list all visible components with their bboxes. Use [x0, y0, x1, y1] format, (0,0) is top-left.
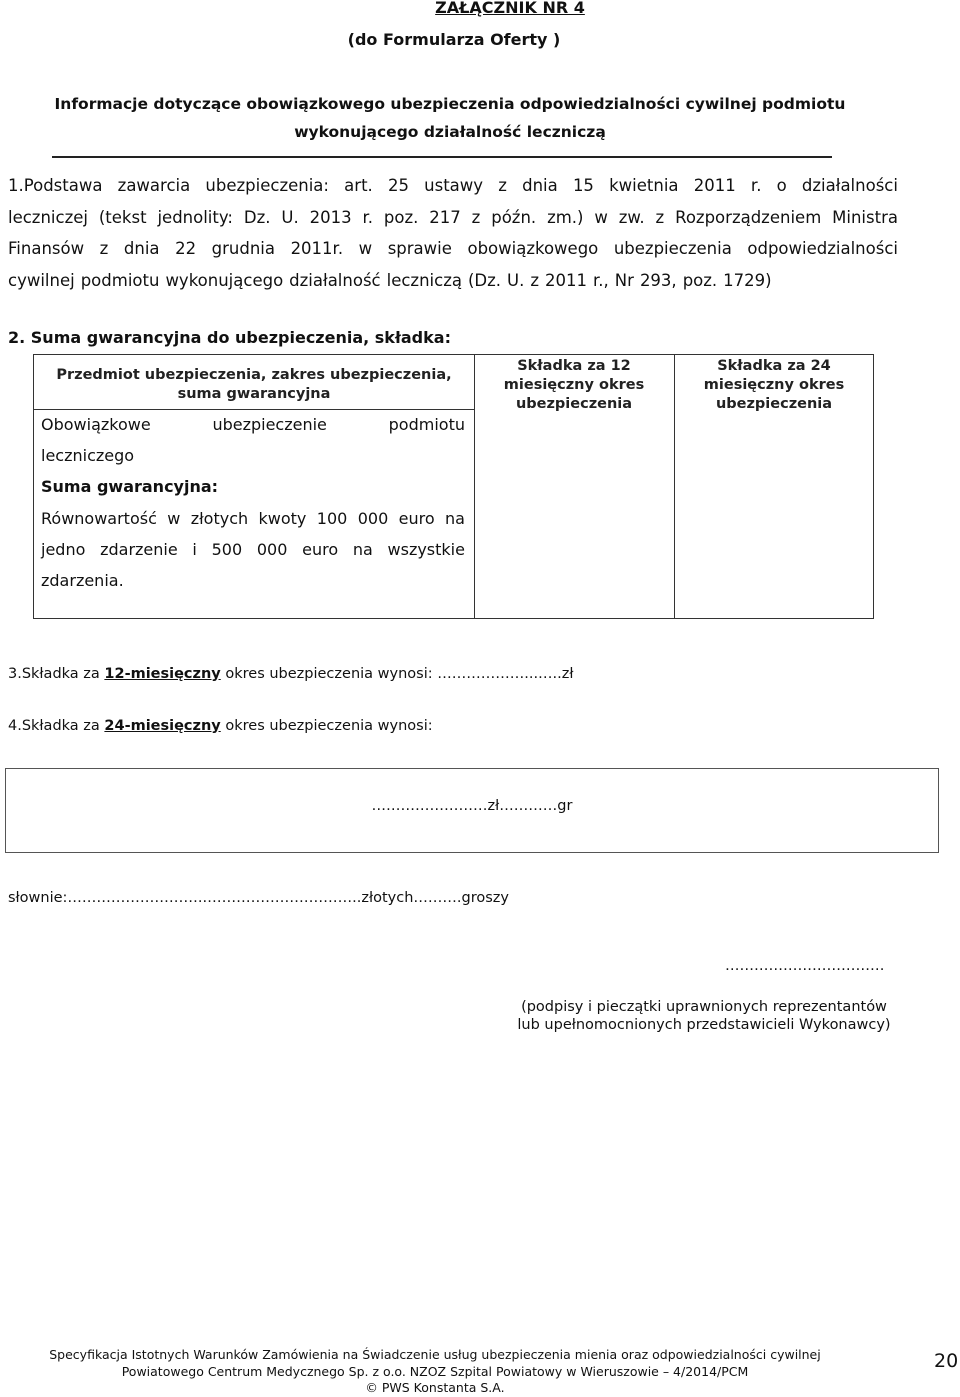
word: poz. [682, 270, 718, 290]
word: Równowartość [41, 508, 157, 528]
word: 15 [572, 176, 594, 195]
word: (tekst [98, 207, 147, 227]
premium-24-term: 24-miesięczny [104, 718, 221, 734]
word: poz. [383, 207, 419, 227]
word: 293, [639, 270, 677, 290]
subject-column-header: Przedmiot ubezpieczenia, zakres ubezpieczenia, suma gwarancyjna [56, 367, 452, 402]
subject-line [41, 503, 465, 534]
word: 2011 [545, 270, 588, 290]
footer-line-2: Powiatowego Centrum Medycznego Sp. z o.o. NZOZ Szpital Powiatowy w Wieruszowie – 4/2014/PCM [121, 1363, 749, 1379]
word: wykonującego [165, 270, 284, 290]
word: euro [398, 508, 435, 528]
subject-column [34, 355, 475, 618]
word: Finansów [8, 239, 85, 258]
word: cywilnej [8, 270, 75, 290]
info-title-line-2: wykonującego działalność leczniczą [294, 123, 606, 141]
section-2-title: 2. Suma gwarancyjna do ubezpieczenia, składka: [8, 328, 451, 347]
premium-24-header: Składka za 24 miesięczny okres ubezpieczenia [703, 358, 845, 412]
amount-box [5, 768, 939, 853]
word: 500 [211, 539, 243, 559]
signature-caption [498, 998, 910, 1034]
word: Rozporządzeniem [675, 207, 822, 227]
annex-subtitle: (do Formularza Oferty ) [347, 30, 561, 49]
word: z [530, 270, 540, 290]
word: w [594, 207, 608, 227]
word: jedno [41, 539, 86, 559]
insurance-table [33, 354, 874, 619]
section-1-line [8, 265, 898, 297]
subject-line [41, 534, 465, 565]
word: i [192, 539, 197, 559]
word: wszystkie [387, 539, 465, 559]
page-footer [0, 1347, 870, 1397]
premium-24-prefix: 4.Składka za [8, 718, 105, 734]
subject-line: leczniczego [41, 446, 135, 466]
signature-dots: …………………………… [725, 958, 885, 974]
subject-line [41, 409, 465, 440]
section-1-line [8, 202, 898, 234]
word: ubezpieczenia: [205, 176, 329, 195]
word: dnia [123, 239, 160, 258]
premium-12-prefix: 3.Składka za [8, 666, 105, 682]
word: sprawie [387, 239, 452, 258]
section-1-line [8, 170, 898, 202]
word: ustawy [424, 176, 484, 195]
amount-in-words: słownie:………………………..…………………………..złotych……….groszy [8, 890, 509, 906]
word: 1.Podstawa [8, 176, 103, 195]
word: na [352, 539, 373, 559]
premium-12-column [474, 355, 675, 618]
word: zdarzenie [100, 539, 178, 559]
word: U. [507, 270, 525, 290]
info-title-line-1: Informacje dotyczące obowiązkowego ubezpieczenia odpowiedzialności cywilnej podmiotu [54, 95, 846, 113]
word: w [358, 239, 373, 258]
word: z [655, 207, 665, 227]
signature-caption-line-2: lub upełnomocnionych przedstawicieli Wykonawcy) [517, 1017, 891, 1033]
premium-12-suffix: okres ubezpieczenia wynosi: ………………...…..zł [220, 666, 574, 682]
word: 2011 [693, 176, 736, 195]
word: 217 [429, 207, 461, 227]
word: działalności [801, 176, 898, 195]
word: kwietnia [609, 176, 679, 195]
word: 100 [316, 508, 348, 528]
premium-12-term: 12-miesięczny [104, 666, 221, 682]
word: jednolity: [157, 207, 233, 227]
signature-caption-line-1: (podpisy i pieczątki uprawnionych reprezentantów [521, 999, 887, 1015]
premium-24-line [8, 718, 433, 734]
footer-copyright: © PWS Konstanta S.A. [365, 1380, 505, 1395]
word: podmiotu [388, 415, 465, 434]
subject-line: zdarzenia. [41, 571, 124, 591]
section-1-line [8, 233, 898, 265]
word: r. [362, 207, 374, 227]
word: r. [750, 176, 762, 195]
word: grudnia [211, 239, 275, 258]
word: złotych [190, 508, 249, 528]
sum-insured-label: Suma gwarancyjna: [41, 477, 219, 497]
word: Ministra [832, 207, 898, 227]
word: leczniczej [8, 207, 88, 227]
word: 000 [357, 508, 389, 528]
amount-placeholder: ……………………zł…………gr [371, 798, 573, 814]
word: ubezpieczenia [613, 239, 732, 258]
annex-title: ZAŁĄCZNIK NR 4 [435, 0, 585, 17]
word: z [471, 207, 481, 227]
word: 000 [256, 539, 288, 559]
word: dnia [522, 176, 558, 195]
word: w [167, 508, 181, 528]
word: zawarcia [117, 176, 191, 195]
word: 2011r. [290, 239, 344, 258]
word: art. [344, 176, 373, 195]
word: działalność [289, 270, 381, 290]
info-title [0, 90, 900, 146]
word: Dz. [243, 207, 271, 227]
word: Nr [614, 270, 634, 290]
title-divider [52, 156, 832, 158]
subject-description [41, 409, 465, 596]
word: 2013 [309, 207, 352, 227]
word: z [498, 176, 507, 195]
section-1-legal-basis [8, 170, 898, 296]
word: z [99, 239, 109, 258]
word: (Dz. [467, 270, 502, 290]
footer-line-1: Specyfikacja Istotnych Warunków Zamówienia na Świadczenie usług ubezpieczenia mienia oraz odpowiedzialności cywilnej [49, 1347, 821, 1362]
word: obowiązkowego [467, 239, 599, 258]
premium-24-suffix: okres ubezpieczenia wynosi: [220, 718, 433, 734]
word: zw. [618, 207, 645, 227]
word: odpowiedzialności [747, 239, 898, 258]
word: podmiotu [80, 270, 160, 290]
word: 1729) [723, 270, 772, 290]
page-number: 20 [934, 1350, 959, 1372]
word: kwoty [258, 508, 307, 528]
word: 25 [387, 176, 409, 195]
premium-24-column [675, 355, 873, 618]
word: późn. [491, 207, 537, 227]
word: leczniczą [386, 270, 462, 290]
word: na [445, 508, 465, 528]
word: zm.) [547, 207, 584, 227]
word: o [776, 176, 787, 195]
word: ubezpieczenie [212, 415, 327, 434]
premium-12-header: Składka za 12 miesięczny okres ubezpieczenia [503, 358, 645, 412]
word: r., [593, 270, 609, 290]
premium-12-line [8, 666, 574, 682]
word: 22 [175, 239, 197, 258]
word: U. [281, 207, 299, 227]
word: Obowiązkowe [41, 415, 151, 434]
word: euro [302, 539, 339, 559]
